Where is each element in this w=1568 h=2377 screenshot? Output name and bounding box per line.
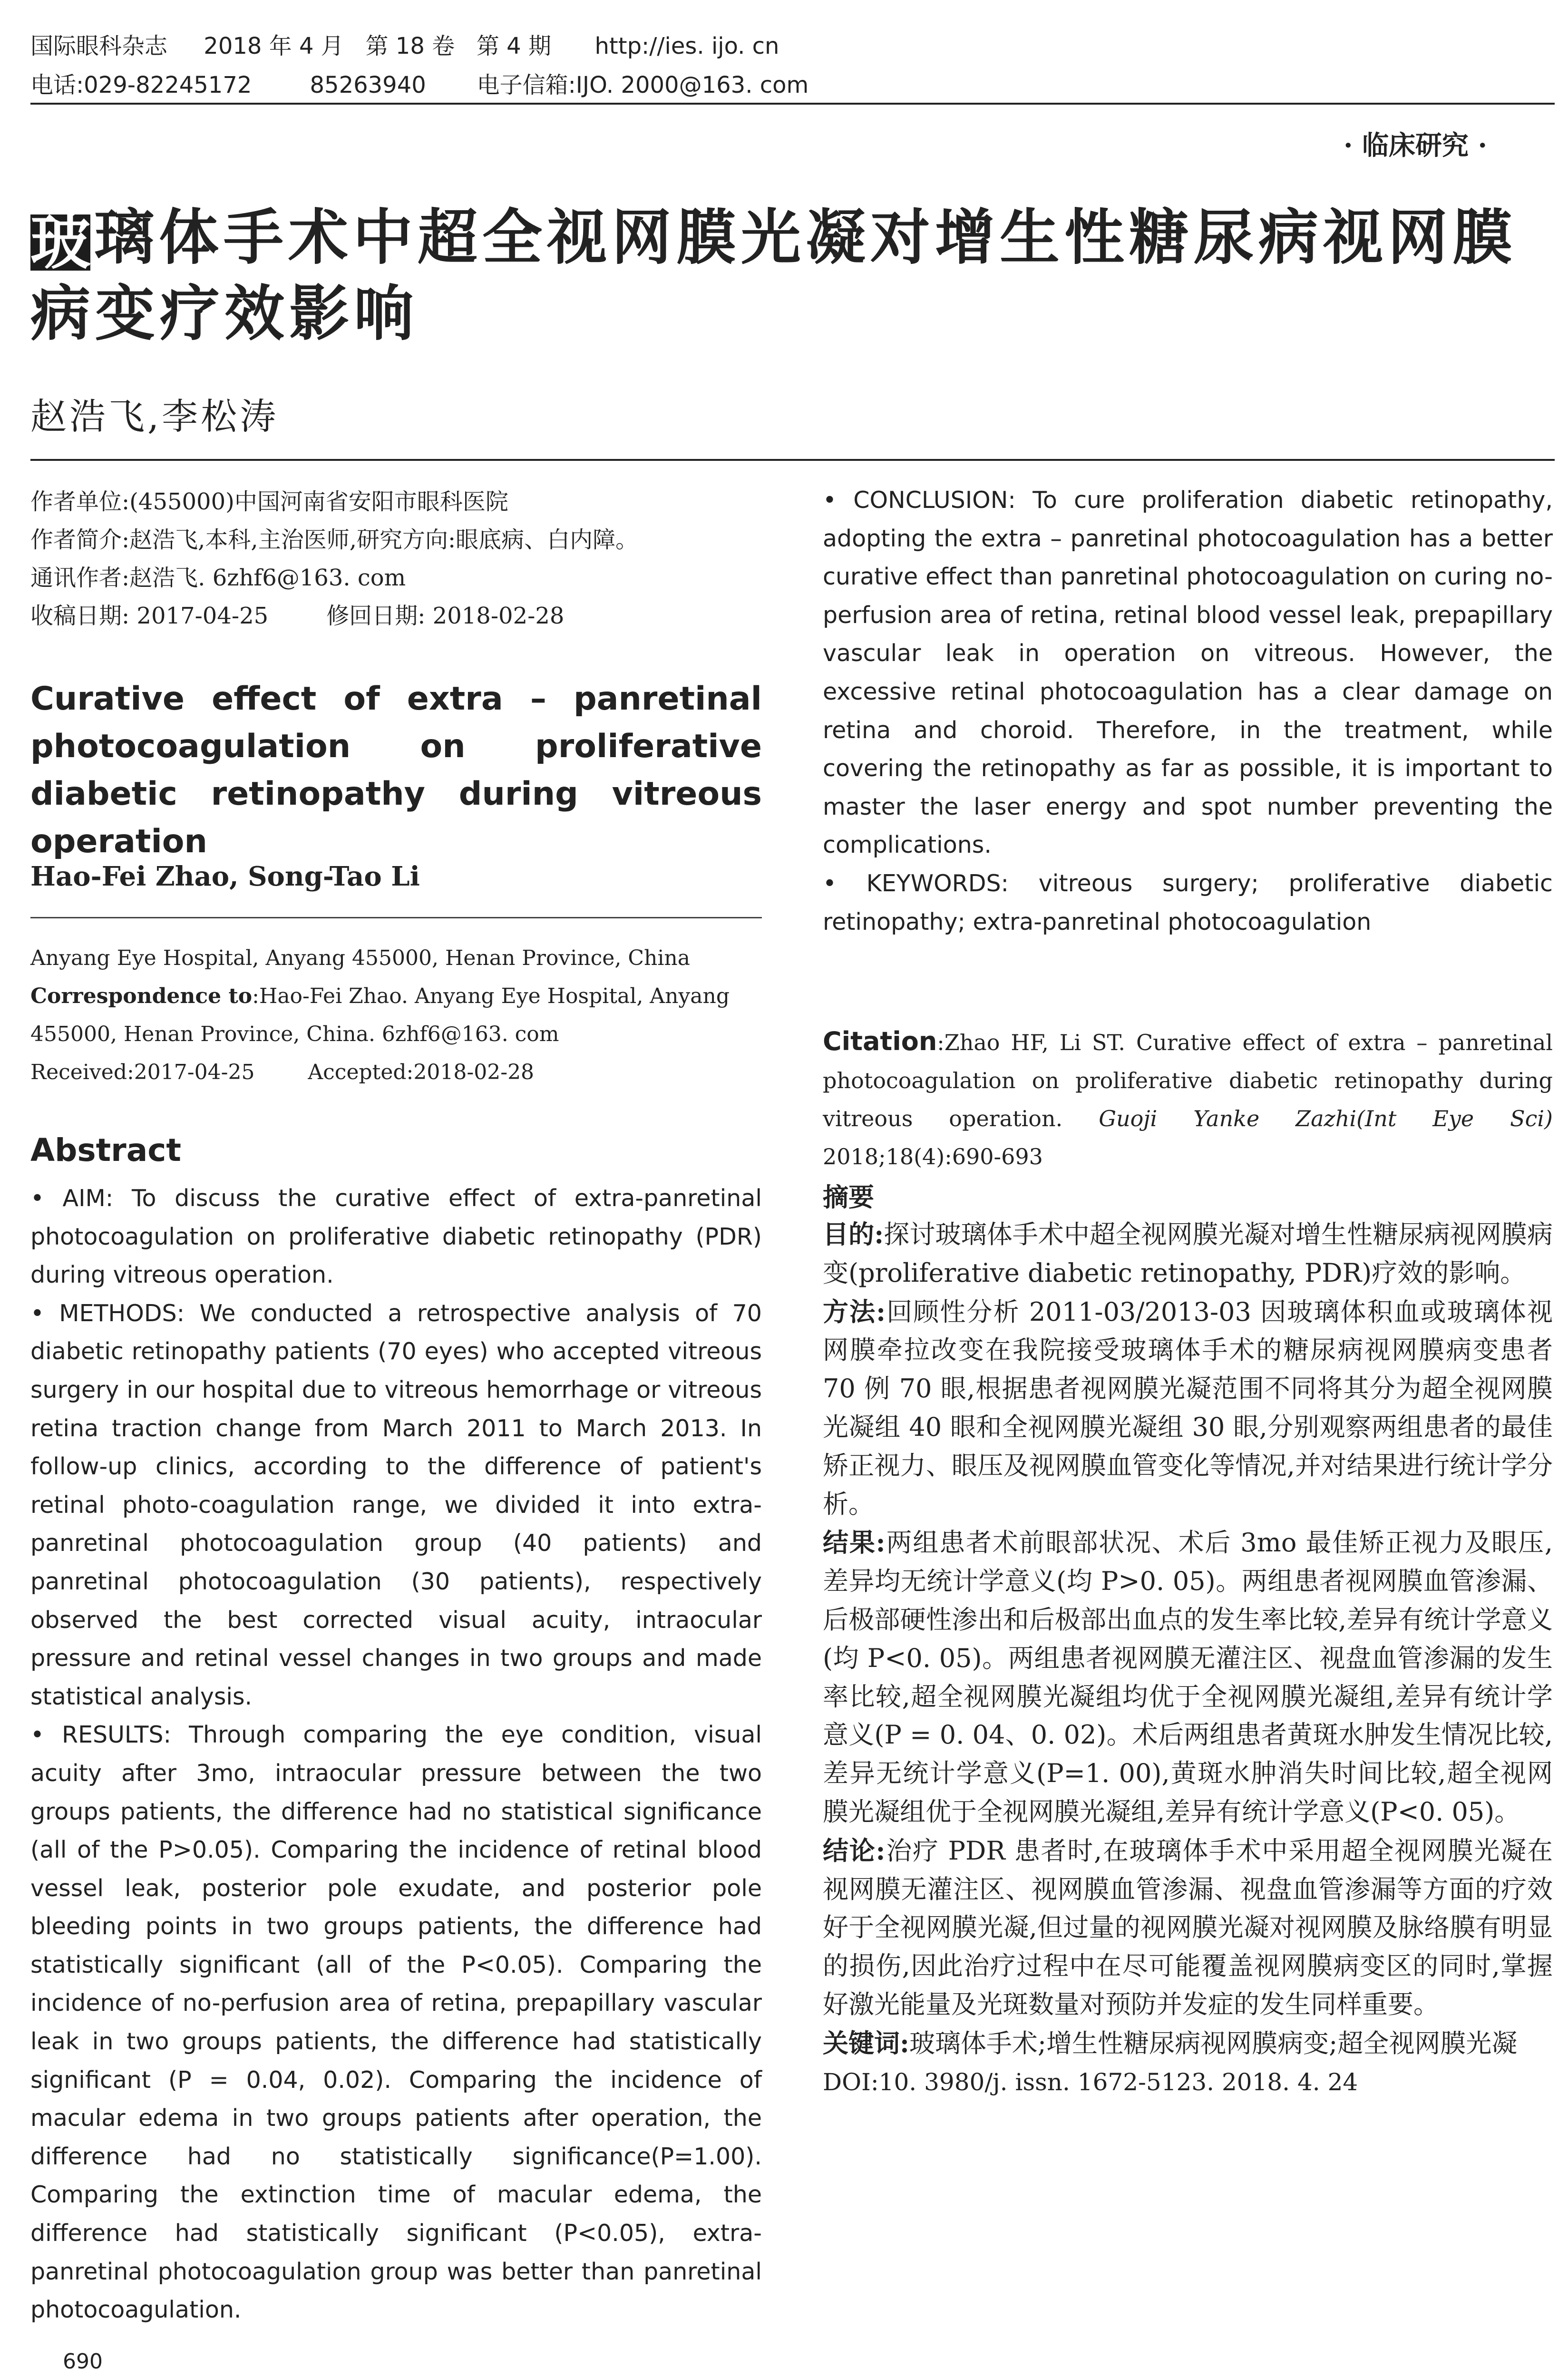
info-bio: 作者简介:赵浩飞,本科,主治医师,研究方向:眼底病、白内障。 bbox=[30, 526, 639, 553]
dates-en: Received:2017-04-25 Accepted:2018-02-28 bbox=[30, 1060, 535, 1084]
author-info-cn bbox=[30, 483, 762, 635]
correspondence-en bbox=[30, 977, 762, 1053]
header-rule bbox=[30, 103, 1555, 105]
abstract-cn-aim-text: 探讨玻璃体手术中超全视网膜光凝对增生性糖尿病视网膜病变(proliferative diabetic retinopathy, PDR)疗效的影响。 bbox=[823, 1219, 1553, 1288]
authors-rule bbox=[30, 459, 1555, 461]
abstract-cn bbox=[823, 1215, 1553, 2101]
affiliation-rule bbox=[30, 917, 762, 918]
citation-text: :Zhao HF, Li ST. Curative effect of extra – panretinal photocoagulation on proliferative diabetic retinopathy during vitreous operation. bbox=[823, 1030, 1553, 1131]
journal-header-line-2: 电话:029-82245172 85263940 电子信箱:IJO. 2000@163. com bbox=[30, 72, 809, 98]
abstract-cn-keywords-label: 关键词: bbox=[823, 2027, 909, 2058]
abstract-cn-methods bbox=[823, 1293, 1553, 1524]
abstract-cn-keywords-text: 玻璃体手术;增生性糖尿病视网膜病变;超全视网膜光凝 bbox=[909, 2028, 1518, 2058]
section-label: · 临床研究 · bbox=[1344, 130, 1487, 161]
info-dates: 收稿日期: 2017-04-25 修回日期: 2018-02-28 bbox=[30, 603, 565, 629]
abstract-cn-conclusion bbox=[823, 1831, 1553, 2024]
abstract-cn-keywords bbox=[823, 2024, 1553, 2063]
abstract-en-left bbox=[30, 1179, 762, 2329]
abstract-cn-methods-text: 回顾性分析 2011-03/2013-03 因玻璃体积血或玻璃体视网膜牵拉改变在我院接受玻璃体手术的糖尿病视网膜病变患者 70 例 70 眼,根据患者视网膜光凝范围不同将其分为超全视网膜光凝组 40 眼和全视网膜光凝组 30 眼,分别观察两组患者的最佳矫正视力、眼压及视网膜血管变化等情况,并对结果进行统计学分析。 bbox=[823, 1296, 1553, 1519]
abstract-cn-results-text: 两组患者术前眼部状况、术后 3mo 最佳矫正视力及眼压,差异均无统计学意义(均 P>0. 05)。两组患者视网膜血管渗漏、后极部硬性渗出和后极部出血点的发生率比较,差异有统计学意义(均 P<0. 05)。两组患者视网膜无灌注区、视盘血管渗漏的发生率比较,超全视网膜光凝组均优于全视网膜光凝组,差异有统计学意义(P = 0. 04、0. 02)。术后两组患者黄斑水肿发生情况比较,差异无统计学意义(P=1. 00),黄斑水肿消失时间比较,超全视网膜光凝组优于全视网膜光凝组,差异有统计学意义(P<0. 05)。 bbox=[823, 1528, 1553, 1827]
citation-volume: 2018;18(4):690-693 bbox=[823, 1144, 1043, 1169]
journal-header-line-1: 国际眼科杂志 2018 年 4 月 第 18 卷 第 4 期 http://ies. ijo. cn bbox=[30, 33, 779, 59]
correspondence-label: Correspondence to bbox=[30, 984, 253, 1008]
authors-cn: 赵浩飞,李松涛 bbox=[30, 395, 279, 438]
abstract-cn-results-label: 结果: bbox=[823, 1527, 886, 1558]
abstract-cn-conclusion-text: 治疗 PDR 患者时,在玻璃体手术中采用超全视网膜光凝在视网膜无灌注区、视网膜血管渗漏、视盘血管渗漏等方面的疗效好于全视网膜光凝,但过量的视网膜光凝对视网膜及脉络膜有明显的损伤,因此治疗过程中在尽可能覆盖视网膜病变区的同时,掌握好激光能量及光斑数量对预防并发症的发生同样重要。 bbox=[823, 1835, 1553, 2019]
title-initial-box: 玻 bbox=[30, 207, 95, 277]
abstract-cn-results bbox=[823, 1523, 1553, 1831]
abstract-results: • RESULTS: Through comparing the eye condition, visual acuity after 3mo, intraocular pressure between the two groups patients, the difference had no statistical significance (all of the P>0.05). Comparing the incidence of retinal blood vessel leak, posterior pole exudate, and posterior pole bleeding points in two groups patients, the difference had statistically significant (all of the P<0.05). Comparing the incidence of no-perfusion area of retina, prepapillary vascular leak in two groups patients, the difference had statistically significant (P = 0.04, 0.02). Comparing the incidence of macular edema in two groups patients after operation, the difference had no statistically significance(P=1.00). Comparing the extinction time of macular edema, the difference had statistically significant (P<0.05), extra-panretinal photocoagulation group was better than panretinal photocoagulation. bbox=[30, 1721, 762, 2324]
authors-en: Hao-Fei Zhao, Song-Tao Li bbox=[30, 861, 420, 892]
article-title-cn bbox=[30, 200, 1538, 352]
abstract-methods: • METHODS: We conducted a retrospective analysis of 70 diabetic retinopathy patients (70 eyes) who accepted vitreous surgery in our hospital due to vitreous hemorrhage or vitreous retina traction change from March 2011 to March 2013. In follow-up clinics, according to the difference of patient's retinal photo-coagulation range, we divided it into extra-panretinal photocoagulation group (40 patients) and panretinal photocoagulation (30 patients), respectively observed the best corrected visual acuity, intraocular pressure and retinal vessel changes in two groups and made statistical analysis. bbox=[30, 1299, 762, 1710]
citation-journal: Guoji Yanke Zazhi(Int Eye Sci) bbox=[1099, 1106, 1553, 1131]
abstract-heading: Abstract bbox=[30, 1132, 181, 1169]
correspondence-text: :Hao-Fei Zhao. Anyang Eye Hospital, Anyang 455000, Henan Province, China. 6zhf6@163. com bbox=[30, 984, 730, 1046]
abstract-keywords: • KEYWORDS: vitreous surgery; proliferative diabetic retinopathy; extra-panretinal photocoagulation bbox=[823, 869, 1553, 935]
abstract-aim: • AIM: To discuss the curative effect of extra-panretinal photocoagulation on proliferative diabetic retinopathy (PDR) during vitreous operation. bbox=[30, 1185, 762, 1289]
abstract-cn-conclusion-label: 结论: bbox=[823, 1835, 886, 1866]
affiliation-line: Anyang Eye Hospital, Anyang 455000, Henan Province, China bbox=[30, 946, 690, 970]
abstract-cn-aim-label: 目的: bbox=[823, 1219, 884, 1249]
abstract-cn-aim bbox=[823, 1215, 1553, 1293]
doi: DOI:10. 3980/j. issn. 1672-5123. 2018. 4. 24 bbox=[823, 2068, 1358, 2096]
info-affiliation: 作者单位:(455000)中国河南省安阳市眼科医院 bbox=[30, 488, 508, 515]
citation-label: Citation bbox=[823, 1026, 937, 1056]
abstract-conclusion: • CONCLUSION: To cure proliferation diabetic retinopathy, adopting the extra – panretinal photocoagulation has a better curative effect than panretinal photocoagulation on curing no-perfusion area of retina, retinal blood vessel leak, prepapillary vascular leak in operation on vitreous. However, the excessive retinal photocoagulation has a clear damage on retina and choroid. Therefore, in the treatment, while covering the retinopathy as far as possible, it is important to master the laser energy and spot number preventing the complications. bbox=[823, 487, 1553, 859]
abstract-en-right bbox=[823, 481, 1553, 941]
page-number: 690 bbox=[63, 2349, 103, 2374]
citation bbox=[823, 1023, 1553, 1176]
title-cn-text: 璃体手术中超全视网膜光凝对增生性糖尿病视网膜病变疗效影响 bbox=[30, 203, 1517, 349]
info-correspondence: 通讯作者:赵浩飞. 6zhf6@163. com bbox=[30, 565, 406, 591]
article-title-en: Curative effect of extra – panretinal photocoagulation on proliferative diabetic retinopathy during vitreous operation bbox=[30, 680, 762, 860]
abstract-cn-methods-label: 方法: bbox=[823, 1296, 886, 1327]
abstract-cn-heading: 摘要 bbox=[823, 1182, 874, 1212]
affiliation-en bbox=[30, 939, 762, 1091]
